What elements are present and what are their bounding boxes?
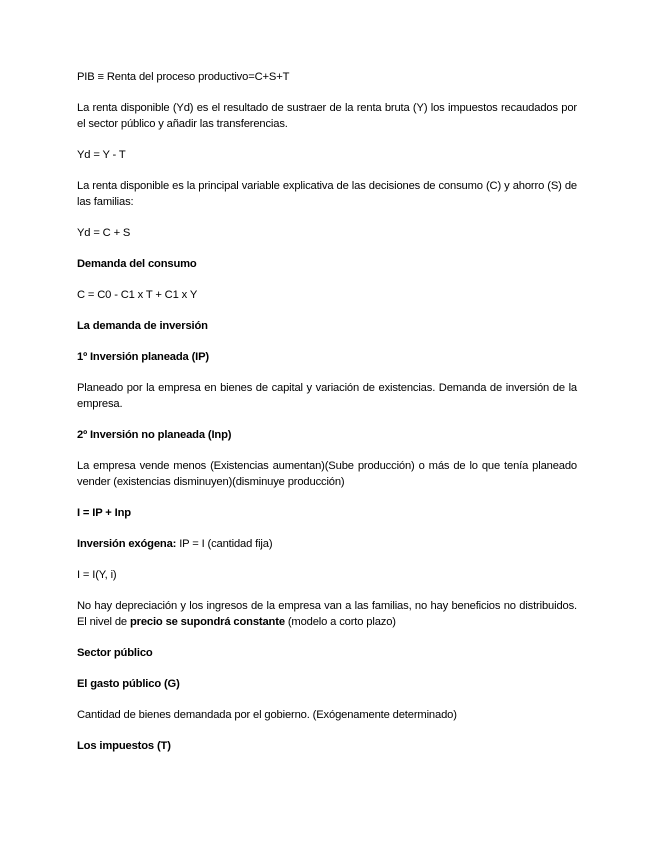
- assumptions-text-c: (modelo a corto plazo): [284, 616, 396, 628]
- consumption-savings-formula: Yd = C + S: [77, 227, 131, 239]
- unplanned-investment-text: La empresa vende menos (Existencias aumentan)(Sube producción) o más de lo que tenía planeado vender (existencias disminuyen)(disminuye producción): [77, 460, 577, 488]
- gdp-identity: PIB ≡ Renta del proceso productivo=C+S+T: [77, 71, 290, 83]
- assumptions-text-a: No hay depreciación y los ingresos de la empresa van a las familias, no hay beneficios no distribuidos. El nivel de: [77, 600, 577, 628]
- heading-public-spending: El gasto público (G): [77, 678, 180, 690]
- investment-function: I = I(Y, i): [77, 569, 117, 581]
- planned-investment-text: Planeado por la empresa en bienes de capital y variación de existencias. Demanda de inversión de la empresa.: [77, 382, 577, 410]
- heading-consumption-demand: Demanda del consumo: [77, 258, 197, 270]
- consumption-formula: C = C0 - C1 x T + C1 x Y: [77, 289, 198, 301]
- heading-public-sector: Sector público: [77, 647, 153, 659]
- disposable-income-explanation: La renta disponible es la principal variable explicativa de las decisiones de consumo (C) y ahorro (S) de las familias:: [77, 180, 577, 208]
- assumptions-text-bold: precio se supondrá constante: [129, 616, 285, 628]
- heading-unplanned-investment: 2º Inversión no planeada (Inp): [77, 429, 232, 441]
- heading-investment-demand: La demanda de inversión: [77, 320, 208, 332]
- public-spending-text: Cantidad de bienes demandada por el gobierno. (Exógenamente determinado): [77, 709, 457, 721]
- disposable-income-definition: La renta disponible (Yd) es el resultado de sustraer de la renta bruta (Y) los impuestos recaudados por el sector público y añadir las transferencias.: [77, 102, 577, 130]
- exogenous-investment: [77, 536, 577, 552]
- assumptions-text: [77, 598, 577, 630]
- heading-planned-investment: 1º Inversión planeada (IP): [77, 351, 209, 363]
- heading-taxes: Los impuestos (T): [77, 740, 171, 752]
- investment-identity: I = IP + Inp: [77, 507, 131, 519]
- document-page: [77, 69, 577, 769]
- exogenous-investment-label: Inversión exógena:: [77, 538, 177, 550]
- exogenous-investment-text: IP = I (cantidad fija): [176, 538, 273, 550]
- disposable-income-formula: Yd = Y - T: [77, 149, 126, 161]
